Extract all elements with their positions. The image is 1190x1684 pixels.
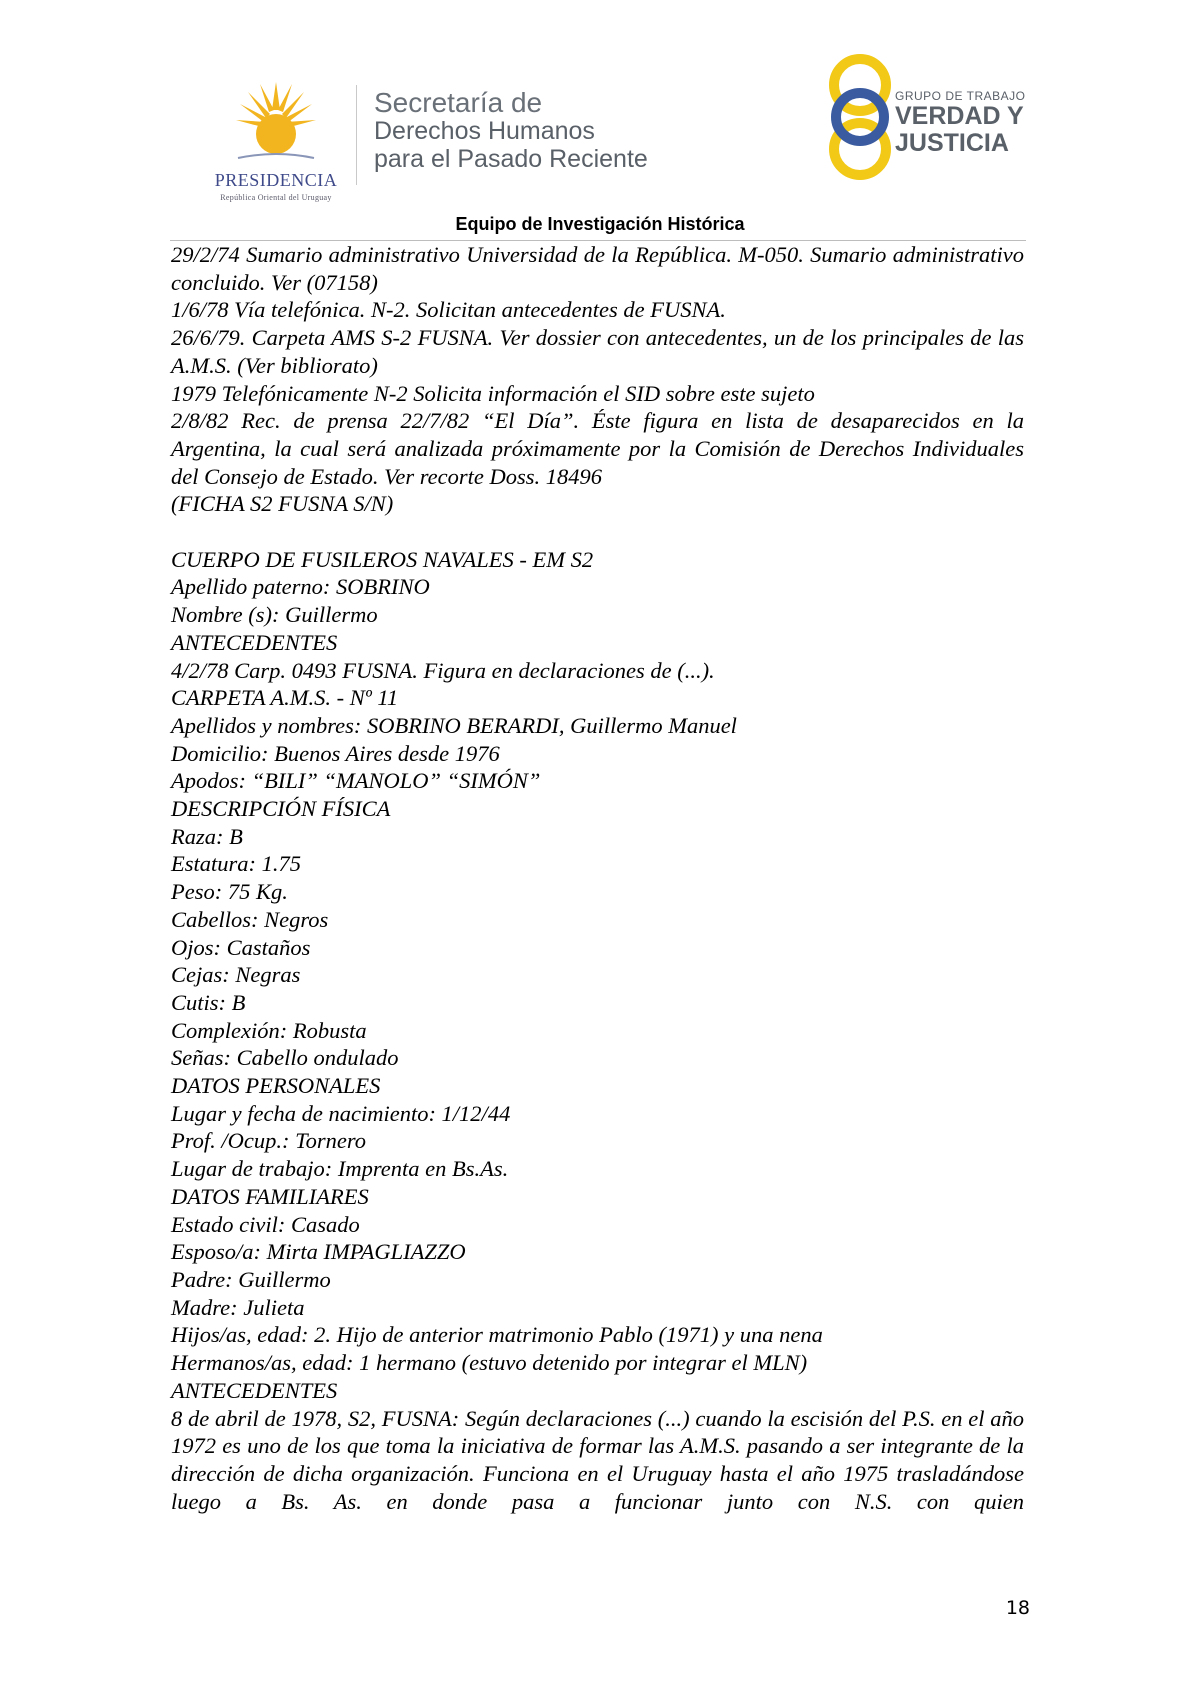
line-7: Apellidos y nombres: SOBRINO BERARDI, Guillermo Manuel xyxy=(171,712,737,738)
paragraph-5: 2/8/82 Rec. de prensa 22/7/82 “El Día”. Éste figura en lista de desaparecidos en la Argentina, la cual será analizada próximamente por la Comisión de Derechos Individuales del Consejo de Estado. Ver recorte Doss. 18496 xyxy=(171,408,1024,489)
line-31: ANTECEDENTES xyxy=(171,1377,338,1403)
paragraph-2: 1/6/78 Vía telefónica. N-2. Solicitan antecedentes de FUSNA. xyxy=(171,297,726,323)
line-28: Madre: Julieta xyxy=(171,1294,305,1320)
presidencia-subtitle: República Oriental del Uruguay xyxy=(220,193,332,202)
line-17: Cutis: B xyxy=(171,989,246,1015)
line-16: Cejas: Negras xyxy=(171,962,301,988)
line-22: Prof. /Ocup.: Tornero xyxy=(171,1128,367,1154)
document-body xyxy=(171,241,1024,1515)
paragraph-1: 29/2/74 Sumario administrativo Universidad de la República. M-050. Sumario administrativo concluido. Ver (07158) xyxy=(171,242,1024,295)
line-26: Esposo/a: Mirta IMPAGLIAZZO xyxy=(171,1239,466,1265)
line-8: Domicilio: Buenos Aires desde 1976 xyxy=(171,740,500,766)
line-13: Peso: 75 Kg. xyxy=(171,879,288,905)
line-14: Cabellos: Negros xyxy=(171,906,329,932)
line-4: ANTECEDENTES xyxy=(171,629,338,655)
presidencia-logo xyxy=(196,80,356,200)
line-11: Raza: B xyxy=(171,823,243,849)
line-6: CARPETA A.M.S. - Nº 11 xyxy=(171,685,399,711)
rings-icon xyxy=(820,53,900,183)
grupo-line-1: GRUPO DE TRABAJO xyxy=(895,89,1026,103)
paragraph-3: 26/6/79. Carpeta AMS S-2 FUSNA. Ver dossier con antecedentes, un de los principales de las A.M.S. (Ver biblioratо) xyxy=(171,325,1024,378)
secretaria-line-3: para el Pasado Reciente xyxy=(374,145,648,173)
logo-divider xyxy=(356,85,357,185)
sun-icon xyxy=(236,80,316,170)
secretaria-title xyxy=(374,89,648,173)
line-30: Hermanos/as, edad: 1 hermano (estuvo detenido por integrar el MLN) xyxy=(171,1350,808,1376)
page-header xyxy=(0,50,1190,202)
line-23: Lugar de trabajo: Imprenta en Bs.As. xyxy=(171,1156,509,1182)
line-20: DATOS PERSONALES xyxy=(171,1073,381,1099)
line-1: CUERPO DE FUSILEROS NAVALES - EM S2 xyxy=(171,546,594,572)
grupo-line-2: VERDAD Y xyxy=(895,102,1024,130)
line-2: Apellido paterno: SOBRINO xyxy=(171,574,430,600)
line-15: Ojos: Castaños xyxy=(171,934,311,960)
line-12: Estatura: 1.75 xyxy=(171,851,302,877)
paragraph-4: 1979 Telefónicamente N-2 Solicita información el SID sobre este sujeto xyxy=(171,380,815,406)
blank-line xyxy=(171,518,1024,546)
paragraph-6: (FICHA S2 FUSNA S/N) xyxy=(171,491,394,517)
page-number: 18 xyxy=(1005,1597,1030,1619)
grupo-verdad-justicia xyxy=(895,89,1025,157)
secretaria-line-1: Secretaría de xyxy=(374,87,543,118)
line-29: Hijos/as, edad: 2. Hijo de anterior matrimonio Pablo (1971) y una nena xyxy=(171,1322,823,1348)
line-5: 4/2/78 Carp. 0493 FUSNA. Figura en declaraciones de (...). xyxy=(171,657,715,683)
line-10: DESCRIPCIÓN FÍSICA xyxy=(171,796,391,822)
paragraph-last: 8 de abril de 1978, S2, FUSNA: Según declaraciones (...) cuando la escisión del P.S. en el año 1972 es uno de los que toma la iniciativa de formar las A.M.S. pasando a ser integrante de la dirección de dicha organización. Funciona en el Uruguay hasta el año 1975 trasladándose luego a Bs. As. en donde pasa a funcionar junto con N.S. con quien xyxy=(171,1405,1024,1514)
presidencia-name: PRESIDENCIA xyxy=(214,170,338,190)
secretaria-line-2: Derechos Humanos xyxy=(374,117,595,145)
line-9: Apodos: “BILI” “MANOLO” “SIMÓN” xyxy=(171,768,541,794)
line-19: Señas: Cabello ondulado xyxy=(171,1045,399,1071)
line-24: DATOS FAMILIARES xyxy=(171,1183,369,1209)
grupo-line-3: JUSTICIA xyxy=(895,129,1009,157)
line-3: Nombre (s): Guillermo xyxy=(171,602,378,628)
line-18: Complexión: Robusta xyxy=(171,1017,367,1043)
team-heading: Equipo de Investigación Histórica xyxy=(455,214,745,234)
line-25: Estado civil: Casado xyxy=(171,1211,360,1237)
line-27: Padre: Guillermo xyxy=(171,1267,331,1292)
line-21: Lugar y fecha de nacimiento: 1/12/44 xyxy=(171,1100,511,1126)
